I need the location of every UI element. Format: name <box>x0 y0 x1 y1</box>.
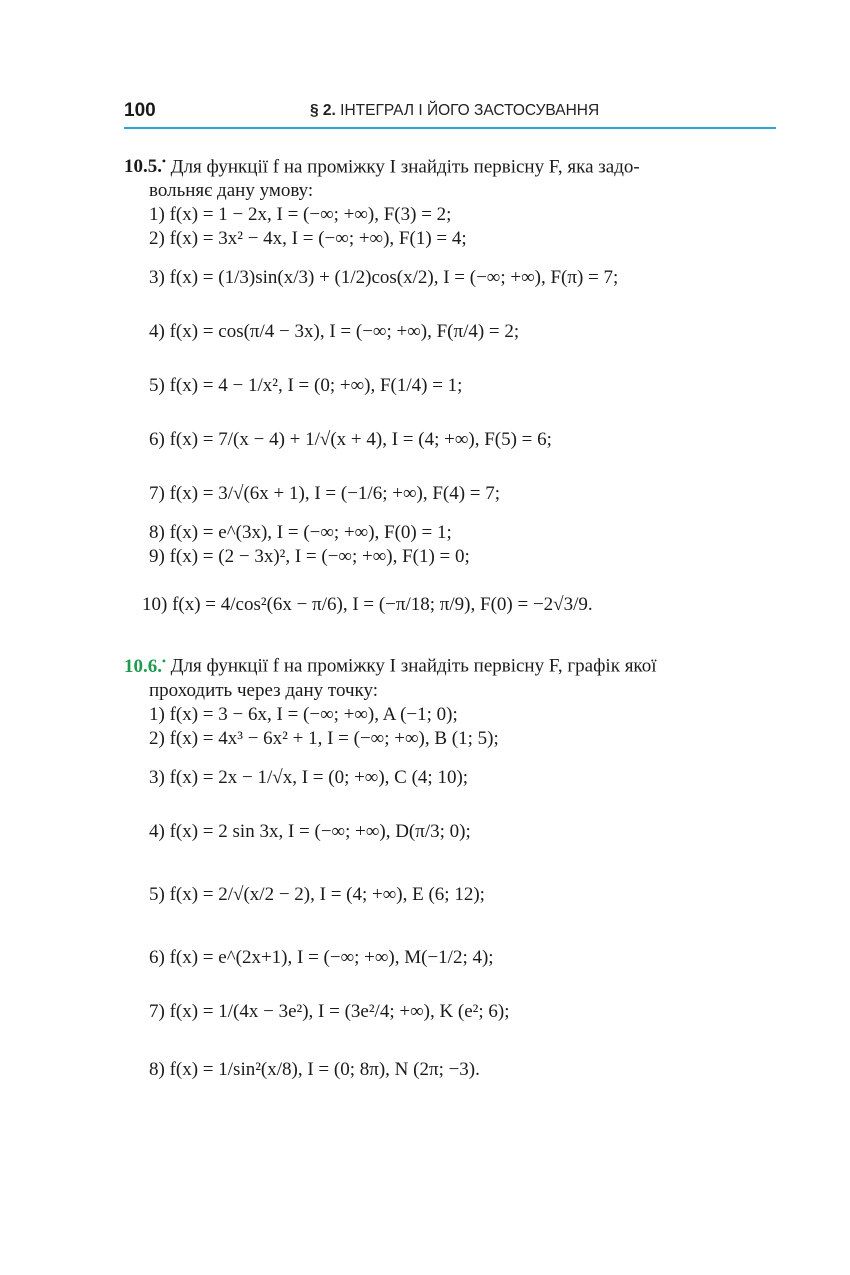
task-number: 10.6.• <box>124 655 166 677</box>
task-item: 5) f(x) = 4 − 1/x², I = (0; +∞), F(1/4) = 1; <box>149 375 463 397</box>
task-item: 8) f(x) = 1/sin²(x/8), I = (0; 8π), N (2π; −3). <box>149 1058 480 1080</box>
section-title <box>310 102 599 120</box>
task-10-6-statement <box>124 649 784 678</box>
task-item: 10) f(x) = 4/cos²(6x − π/6), I = (−π/18; π/9), F(0) = −2√3/9. <box>142 594 593 616</box>
task-item: 1) f(x) = 1 − 2x, I = (−∞; +∞), F(3) = 2; <box>149 204 452 226</box>
task-10-5-statement <box>124 150 784 179</box>
section-name: ІНТЕГРАЛ І ЙОГО ЗАСТОСУВАННЯ <box>340 102 600 119</box>
page-header <box>124 98 776 128</box>
task-item: 3) f(x) = 2x − 1/√x, I = (0; +∞), C (4; 10); <box>149 766 469 788</box>
difficulty-mark: • <box>162 655 166 668</box>
task-item: 2) f(x) = 3x² − 4x, I = (−∞; +∞), F(1) = 4; <box>149 228 467 250</box>
task-item: 3) f(x) = (1/3)sin(x/3) + (1/2)cos(x/2), I = (−∞; +∞), F(π) = 7; <box>149 267 619 289</box>
task-item: 2) f(x) = 4x³ − 6x² + 1, I = (−∞; +∞), B (1; 5); <box>149 727 499 749</box>
header-rule <box>124 127 776 129</box>
task-item: 6) f(x) = 7/(x − 4) + 1/√(x + 4), I = (4; +∞), F(5) = 6; <box>149 429 552 451</box>
task-item: 4) f(x) = cos(π/4 − 3x), I = (−∞; +∞), F(π/4) = 2; <box>149 321 520 343</box>
section-symbol: § 2. <box>310 102 336 119</box>
task-text-continued: проходить через дану точку: <box>149 679 379 701</box>
task-item: 5) f(x) = 2/√(x/2 − 2), I = (4; +∞), E (6; 12); <box>149 883 485 905</box>
task-text-continued: вольняє дану умову: <box>149 180 314 202</box>
exercises <box>124 150 784 1101</box>
task-item: 7) f(x) = 1/(4x − 3e²), I = (3e²/4; +∞), K (e²; 6); <box>149 1000 510 1022</box>
task-item: 9) f(x) = (2 − 3x)², I = (−∞; +∞), F(1) = 0; <box>149 546 470 568</box>
task-item: 4) f(x) = 2 sin 3x, I = (−∞; +∞), D(π/3; 0); <box>149 820 471 842</box>
task-item: 7) f(x) = 3/√(6x + 1), I = (−1/6; +∞), F(4) = 7; <box>149 483 501 505</box>
task-text: Для функції f на проміжку I знайдіть первісну F, яка задо- <box>170 156 640 178</box>
task-number: 10.5.• <box>124 156 166 178</box>
task-item: 1) f(x) = 3 − 6x, I = (−∞; +∞), A (−1; 0); <box>149 703 458 725</box>
page-number: 100 <box>124 100 156 121</box>
task-text: Для функції f на проміжку I знайдіть первісну F, графік якої <box>170 655 657 677</box>
difficulty-mark: • <box>162 156 166 168</box>
task-item: 8) f(x) = e^(3x), I = (−∞; +∞), F(0) = 1; <box>149 522 452 544</box>
task-item: 6) f(x) = e^(2x+1), I = (−∞; +∞), M(−1/2; 4); <box>149 946 494 968</box>
